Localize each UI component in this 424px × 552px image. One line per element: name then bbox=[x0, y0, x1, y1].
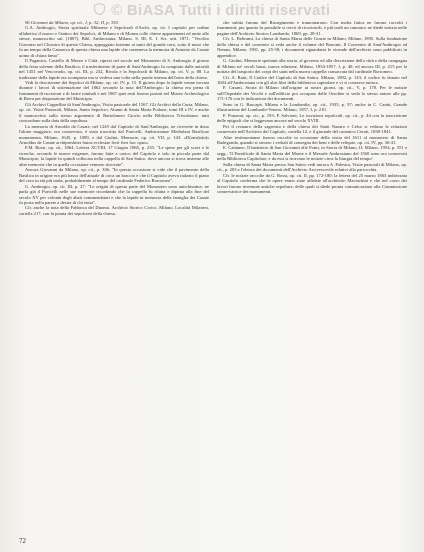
footnote-paragraph: Cfr. anche la nota della Fabbrica del Duomo, Archivio Storico Civico, Milano, Località Milanesi, cartella 217, con la pianta dei sepolcreti della chiesa. bbox=[19, 205, 209, 216]
footnote-paragraph: Cfr. A. Ratti, Il Codice del Capitolo di San Satiro, Milano, 1892, p. 143; il codice fu donato nel 1604 all'Ambrosiana con gli altri libri della biblioteca capitolare e vi si conserva tuttora. bbox=[217, 74, 407, 85]
footnote-paragraph: F. Ponzoni, op. cit., p. 193; P. Salvioni, Le iscrizioni sepolcrali, op. cit., p. 44 con la trascrizione delle epigrafi che si leggevano ancora nel secolo XVIII. bbox=[217, 112, 407, 124]
footnote-paragraph: Per il restauro della sagrestia e della chiesa dei Santi Nazaro e Celso si vedano le relazioni conservate nell'Archivio del Capitolo, cartella 12, e il giornale del canonico Ceruti, 1838-1841. bbox=[217, 123, 407, 135]
footnote-paragraph: La memoria di Arnoldo da Casate, nel 1245 dal Capitolo di Sant'Ambrogio, ne ricevette in dono l'altare maggiore, ora conservato, è stata trascritta dal Puricelli, Ambrosianae Mediolani Basilicae monumenta, Milano, 1645, p. 1089, e dal Giulini, Memorie, op. cit. VII, p. 143: «D(omi)n(u)s Arnoldus de Casate archipresbiter huius ecclesiae fecit fieri hoc opus». bbox=[19, 123, 209, 145]
footnote-paragraph: Altre testimonianze furono raccolte in occasione della visita del 1611 al monastero di Santa Radegonda, quando si stesero i verbali di consegna dei beni e delle reliquie, op. cit. IV, pp. 36-41. bbox=[217, 134, 407, 145]
page-number: 72 bbox=[19, 537, 26, 545]
footnote-paragraph: Vedi la descrizione dei Sepolcri di Milano, op. cit. IV, p. 15. Il giorno dopo la lapide venne trovata durante i lavori di sistemazione del 1862 secondo la nota dell'Ambrogio; la chiesa era piena di frammenti di iscrizioni e di lastre tombali e nel 1867 quei resti furono portati nel Museo Archeologico di Brera per disposizione del Municipio. bbox=[19, 79, 209, 102]
footnote-paragraph: Ancora Giovanni da Milano, op. cit., p. 336: "In questa occasione si vide che il pavimento della Basilica in origine era più basso dell'attuale di circa un braccio e che il Capitolo aveva rialzato il piano del coro in età più tarda, probabilmente al tempo del cardinale Federico Borromeo". bbox=[19, 167, 209, 184]
shield-icon bbox=[94, 2, 105, 19]
footnote-paragraph: Sulla chiesa di Santa Maria presso San Satiro vedi ancora A. Palestra, Visite pastorali di Milano, op. cit., p. 203 e l'elenco dei documenti dell'Archivio Arcivescovile relativi alla parrocchia. bbox=[217, 161, 407, 173]
right-column bbox=[217, 20, 407, 528]
footnote-paragraph: F. Cusani, Storia di Milano dall'origine ai nostri giorni, op. cit., V, p. 178. Per le notizie sull'Ospedale dei Vecchi e sull'edificio poi occupato dalle Orsoline si veda lo stesso autore alle pp. 171-176 con le indicazioni dei documenti. bbox=[217, 85, 407, 102]
footnote-paragraph: G.A. Ambrogio, Storia spirituale Milanese e Sepolcrali d'Archi, op. cit. I capitolo per ordine alfabetico il nuovo e l'antico dei Sepolcri, di Milano e di Monza colle chiese appartenenti ed unite alle stesse, manoscritto sul. (1807), Bibl. Ambrosiana, Milano. S. III, E. I. Scr. sett. 1871: "Vecchio Giacomo nel Chiostro di questo Chiesa, appoggiato insieme ai santi del grande coro, sotto il muro che fu un tempo della Canonica di questa chiesa una lapide che conteneva la memoria di Antonio da Casate uomo di chiara fama". bbox=[19, 25, 209, 58]
footnote-paragraph: che subito furono del Risorgimento e tramontarono. Con molta fatica ne furono raccolti i frammenti; per quanto fu possibile si cercò di ricostruirli, e più tardi un canonico ne diede notizia nelle pagine dell'Archivio Storico Lombardo, 1869, pp. 28-31. bbox=[217, 20, 407, 36]
footnote-paragraph: Sono in G. Bascapè, Milano e la Lombardia, op. cit., 1935, p. 97; anche in C. Cantù, Grande illustrazione del Lombardo-Veneto, Milano, 1857, I, p. 210. bbox=[217, 101, 407, 113]
footnote-paragraph: G. Giulini, Memorie spettanti alla storia, al governo ed alla descrizione della città e della campagna di Milano ne' secoli bassi, nuova edizione, Milano, 1854-1857, I, p. 40; ed ancora III, p. 215 per la notizia del trasporto dei corpi dei santi nella nuova cappella consacrata dal cardinale Borromeo. bbox=[217, 58, 407, 75]
footnote-paragraph: Il Paganico, Castello di Mezzo e Città, ripresi nel secolo nel Monastero di S. Ambrogio il giorno della festa solenne della Basilica; il trasferimento di parte di Sant'Ambrogio fu compiuto dalle autorità nel 1451 nel Vescovado, op. cit. III, p. 232. Rivola e la Sepolcrali di Milano, op. cit. V, p. 88. La tradizione della lapide era scomparsa ma si vedeva una volta nella parete interna dell'atrio della chiesa. bbox=[19, 58, 209, 80]
watermark-text: © BiASA Tutti i diritti riservati bbox=[111, 2, 331, 19]
left-column bbox=[19, 20, 209, 528]
footnote-paragraph: E. Cattaneo, Il battistero di San Giovanni alle Fonti, in Storia di Milano, II, Milano, 1954, p. 551 e segg.: 'Il Pontificale di Santa Maria del Monte e il Messale Ambrosiano del 1560 sono ora conservati nella Biblioteca Capitolare, e da essi si ricavano le notizie circa la liturgia del tempo'. bbox=[217, 145, 407, 162]
footnote-paragraph: G. Ambrogio, op. cit. III, p. 27: "Le origini di questa parte del Monastero sono antichissime; ne parla già il Puricelli nelle sue memorie ricordando che la cappella fu rifatta e dipinta alla fine del secolo XV per volontà degli abati commendatari e che la lapide in memoria della famiglia dei Casate fu posta nella parete a destra di chi entra". bbox=[19, 183, 209, 205]
watermark bbox=[0, 2, 424, 19]
footnote-paragraph: Cfr. le notizie raccolte da G. Rossi, op. cit. II, pp. 172-180; la lettera del 25 marzo 1863 indirizzata al Capitolo conferma che le opere erano state affidate all'architetto Maciachini e che nel corso dei lavori furono rinvenute antiche sepolture, delle quali si diede pronta comunicazione alla Commissione conservatrice dei monumenti. bbox=[217, 172, 407, 195]
footnote-paragraph: F.M. Rossi, op. cit., 1864, Lettera XCVIII, 17 Giugno 1865, p. 235: "Le spese per gli scavi e le ricerche, secondo le nuove esigenze, furono fatte a carico del Capitolo e solo in piccola parte dal Municipio; la lapide fu quindi collocata nella cappella di San Satiro, dove ancora si trova insieme alle altre memorie che in quella occasione vennero ritrovate". bbox=[19, 145, 209, 167]
footnote-paragraph: Gli Archivi Cappellini di Sant'Ambrogio, Visita pastorale del 1567. Gli Archivi della Curia, Milano, op. cit. Visite Pastorali, Milano. Santo Sepolcro, Alunni di Santa Maria Podone, tomi III e IV, e anche il manoscritto sullo stesso argomento di Bartolomeo Giovio nella Biblioteca Trivulziana: tutti concordano sulla data della sepoltura. bbox=[19, 101, 209, 124]
text-columns bbox=[19, 20, 407, 528]
footnote-heading: 96 Giovanni da Milano, op. cit., I, p. 32; II, p. 330. bbox=[25, 20, 119, 25]
footnote-paragraph: Cfr. L. Beltrami, La chiesa di Santa Maria delle Grazie in Milano, Milano, 1895. Sulla fondazione della chiesa e del convento si veda anche il volume del Bonomi, Il Convento di Sant'Ambrogio ad Nemus, Milano, 1901, pp. 25-38; i documenti riguardanti le vicende dell'archivio sono pubblicati in appendice. bbox=[217, 36, 407, 58]
